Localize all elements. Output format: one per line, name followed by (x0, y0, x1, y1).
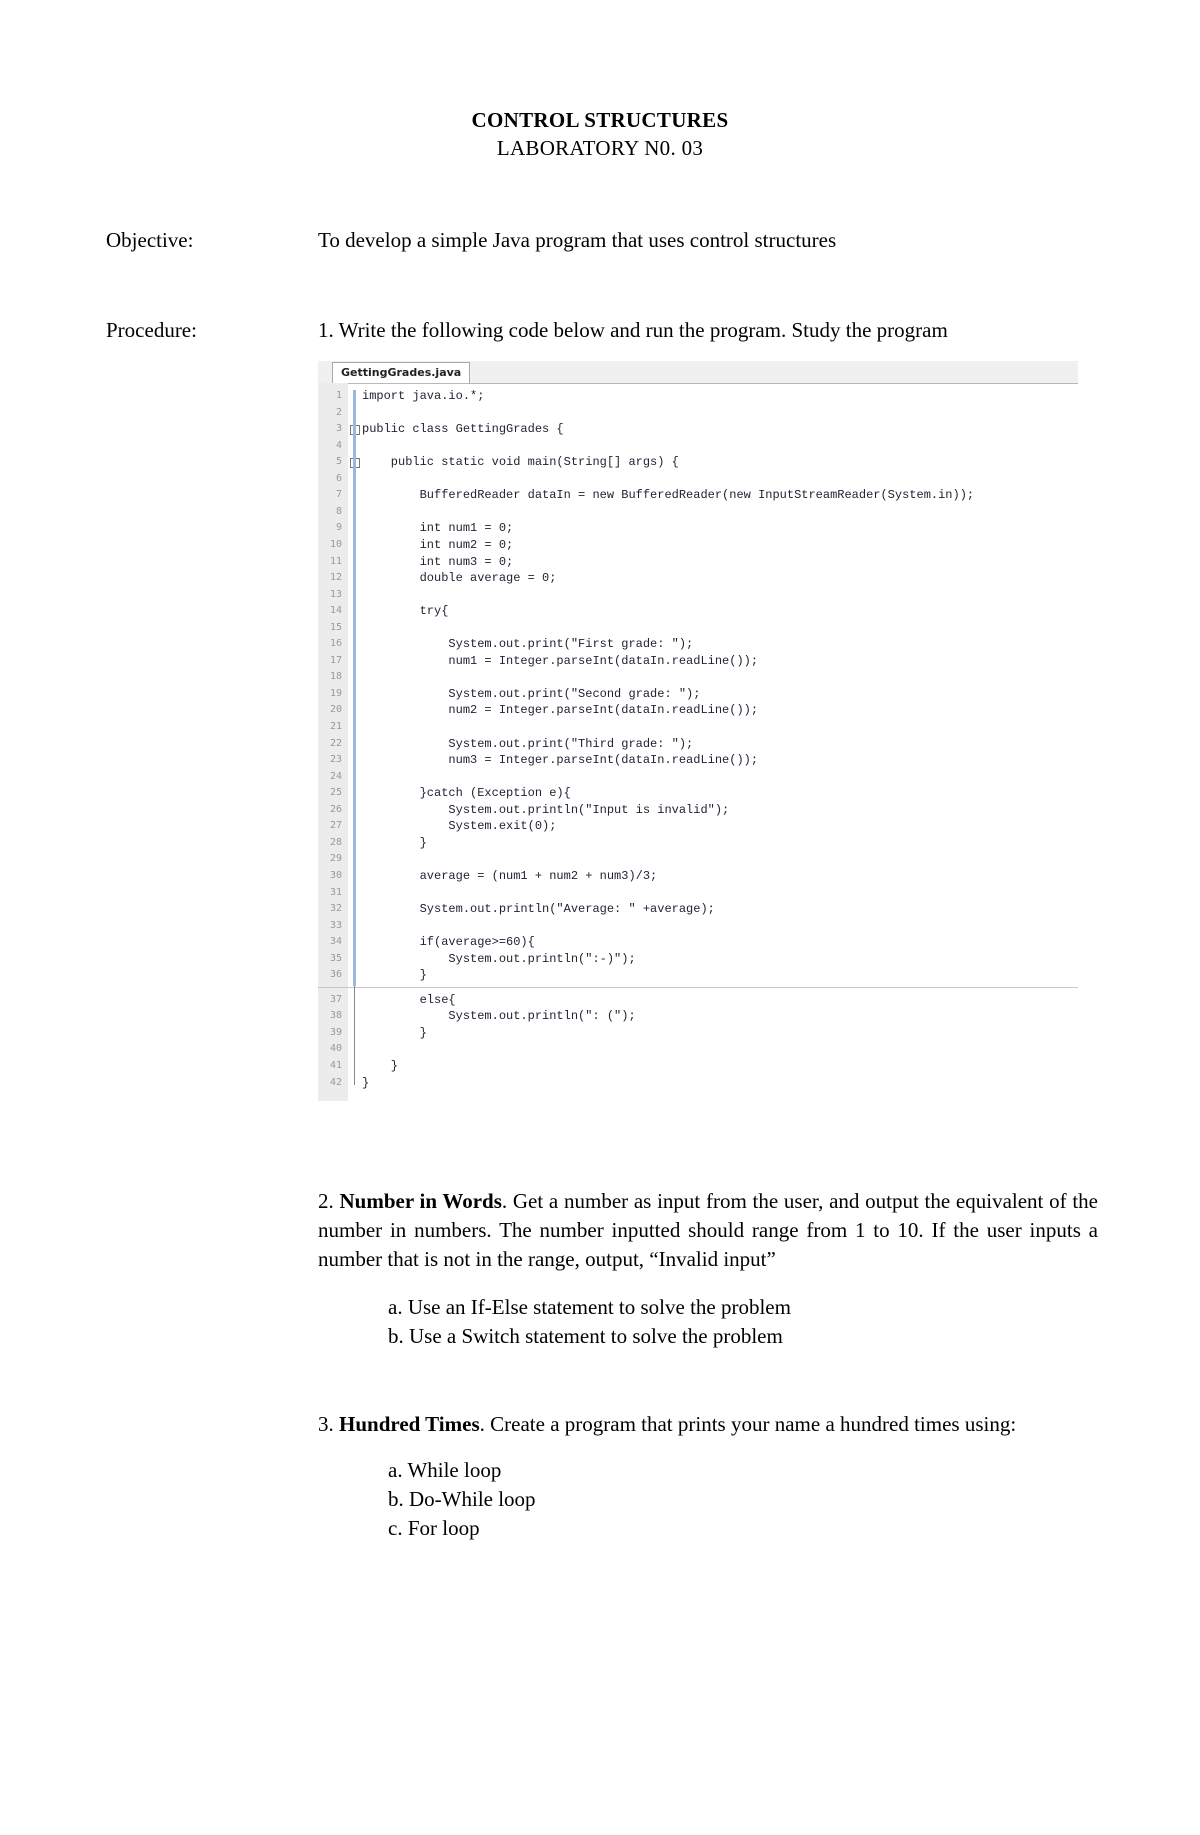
code-line: else{ (362, 992, 456, 1007)
editor-separator (318, 987, 1078, 988)
code-line: System.out.print("Third grade: "); (362, 736, 694, 751)
code-line: System.out.println("Average: " +average); (362, 902, 715, 917)
code-line: try{ (362, 604, 449, 619)
code-line: System.out.println(":-)"); (362, 951, 636, 966)
code-line: import java.io.*; (362, 389, 485, 403)
code-line: } (362, 1075, 370, 1090)
line-number: 13 (329, 588, 342, 600)
line-number: 38 (329, 1010, 342, 1022)
code-line: public class GettingGrades { (362, 422, 564, 437)
line-number: 40 (329, 1043, 342, 1055)
line-number: 41 (329, 1060, 342, 1071)
code-editor-screenshot (318, 361, 1078, 1101)
line-number: 28 (329, 836, 342, 848)
step-2-paragraph (318, 1187, 1098, 1274)
code-line: } (362, 835, 427, 850)
code-line: int num3 = 0; (362, 554, 514, 569)
line-number: 19 (329, 687, 342, 699)
code-line: } (362, 1025, 427, 1040)
code-line: BufferedReader dataIn = new BufferedReader(new InputStreamReader(System.in)); (362, 488, 975, 503)
page-subtitle: LABORATORY N0. 03 (496, 136, 704, 160)
line-number: 20 (329, 704, 342, 716)
code-line: System.out.print("Second grade: "); (362, 686, 701, 701)
line-number: 6 (335, 472, 342, 484)
line-number: 39 (329, 1026, 342, 1038)
line-number: 12 (329, 572, 342, 584)
code-line: }catch (Exception e){ (362, 786, 571, 801)
line-number: 2 (335, 406, 342, 418)
line-number: 30 (329, 869, 342, 881)
line-number: 26 (329, 803, 342, 815)
line-number: 27 (329, 820, 342, 832)
line-number: 24 (329, 770, 342, 782)
line-number: 7 (335, 489, 342, 501)
code-line: num1 = Integer.parseInt(dataIn.readLine()); (362, 653, 759, 668)
step-2-heading: Number in Words (339, 1189, 502, 1213)
step-3-options (388, 1456, 536, 1543)
code-line: System.out.println(": ("); (362, 1009, 636, 1024)
line-number: 32 (329, 903, 342, 915)
line-number: 21 (329, 721, 342, 732)
step-2-option-a: a. Use an If-Else statement to solve the problem (388, 1295, 791, 1319)
step-3-paragraph (318, 1410, 1098, 1439)
code-line: System.exit(0); (362, 819, 557, 834)
line-number: 10 (329, 538, 342, 550)
line-number: 42 (329, 1076, 342, 1088)
line-number: 15 (329, 621, 342, 633)
step-3-heading: Hundred Times (339, 1412, 480, 1436)
step-2-text: . Get a number as input from the user, and output the equivalent of the number in numbers. The number inputted should range from 1 to 10. If the user inputs a number that is not in the range, output, “Invalid input” (318, 1189, 1098, 1271)
code-line: num2 = Integer.parseInt(dataIn.readLine()); (362, 703, 759, 718)
procedure-label: Procedure: (106, 318, 197, 342)
step-3-option-b: b. Do-While loop (388, 1487, 536, 1511)
editor-tab-bar (318, 361, 1078, 384)
line-number: 31 (329, 886, 342, 898)
line-number: 22 (329, 737, 342, 749)
code-line: } (362, 1059, 399, 1073)
change-marker-bar (353, 390, 356, 986)
objective-text: To develop a simple Java program that uses control structures (318, 228, 837, 252)
code-line: System.out.print("First grade: "); (362, 637, 694, 652)
code-line: average = (num1 + num2 + num3)/3; (362, 868, 658, 883)
code-line: System.out.println("Input is invalid"); (362, 802, 730, 817)
step-3-option-c: c. For loop (388, 1516, 480, 1540)
code-line: } (362, 968, 427, 983)
line-number: 11 (329, 555, 342, 567)
step-2-option-b: b. Use a Switch statement to solve the problem (388, 1324, 783, 1348)
line-number: 8 (335, 505, 342, 517)
line-number: 34 (329, 936, 342, 948)
line-number: 29 (329, 853, 342, 865)
line-number: 37 (329, 993, 342, 1005)
step-2-number: 2. (318, 1189, 340, 1213)
line-number: 1 (335, 390, 342, 401)
line-number: 16 (329, 638, 342, 650)
line-number: 5 (335, 456, 342, 468)
code-line: if(average>=60){ (362, 935, 535, 950)
code-line: public static void main(String[] args) { (362, 455, 679, 470)
code-line: num3 = Integer.parseInt(dataIn.readLine()); (362, 753, 759, 768)
step-3-option-a: a. While loop (388, 1458, 502, 1482)
line-number: 36 (329, 969, 342, 981)
line-number: 18 (329, 671, 342, 683)
line-number: 23 (329, 754, 342, 766)
code-line: int num2 = 0; (362, 537, 514, 552)
page-title: CONTROL STRUCTURES (471, 108, 729, 132)
step-3-text: . Create a program that prints your name a hundred times using: (479, 1412, 1017, 1436)
line-number: 17 (329, 654, 342, 666)
step-3-number: 3. (318, 1412, 339, 1436)
step-2-options (388, 1293, 791, 1351)
line-number: 35 (329, 952, 342, 964)
line-number: 9 (335, 522, 342, 534)
line-number: 25 (329, 787, 342, 799)
code-line: double average = 0; (362, 571, 557, 586)
line-number: 14 (329, 605, 342, 617)
line-number: 33 (329, 919, 342, 931)
editor-tab: GettingGrades.java (332, 362, 470, 383)
objective-label: Objective: (106, 228, 194, 252)
line-number: 3 (335, 423, 342, 435)
code-line: int num1 = 0; (362, 521, 514, 536)
line-number: 4 (335, 439, 342, 451)
procedure-step-1: 1. Write the following code below and run the program. Study the program (318, 318, 948, 342)
